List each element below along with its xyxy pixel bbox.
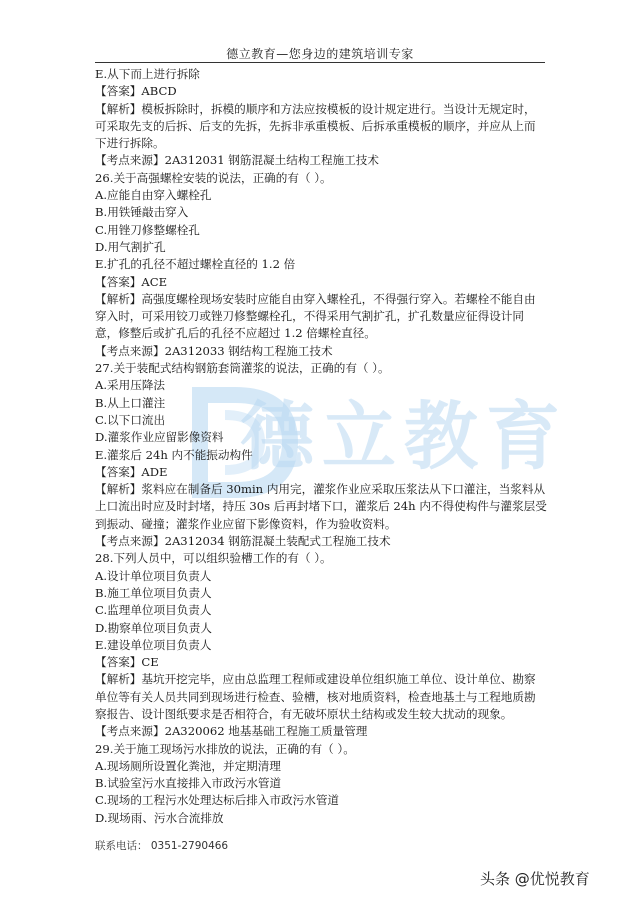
source-line: 【考点来源】2A312034 钢筋混凝土装配式工程施工技术 [95,534,391,549]
option-line: A.采用压降法 [95,378,166,393]
option-line: D.勘察单位项目负责人 [95,620,212,635]
option-line: C.现场的工程污水处理达标后排入市政污水管道 [95,793,340,808]
source-line: 【考点来源】2A320062 地基基础工程施工质量管理 [95,724,368,739]
option-line: D.用气割扩孔 [95,239,166,254]
answer-line: 【答案】CE [95,655,159,670]
answer-line: 【答案】ADE [95,464,168,479]
option-line: A.应能自由穿入螺栓孔 [95,188,212,203]
answer-line: 【答案】ABCD [95,84,177,99]
analysis-paragraph: 【解析】高强度螺栓现场安装时应能自由穿入螺栓孔，不得强行穿入。若螺栓不能自由穿入时，可采用铰刀或锉刀修整螺栓孔，不得采用气割扩孔，扩孔数量应征得设计同意，修整后或扩孔后的孔径不应超过 1.2 倍螺栓直径。 [95,291,536,341]
source-line: 【考点来源】2A312033 钢结构工程施工技术 [95,343,333,358]
question-line: 28.下列人员中，可以组织验槽工作的有（ ）。 [95,551,332,566]
option-line: B.从上口灌注 [95,395,166,410]
analysis-paragraph: 【解析】浆料应在制备后 30min 内用完，灌浆作业应采取压浆法从下口灌注，当浆料从上口流出时应及时封堵，持压 30s 后再封堵下口，灌浆后 24h 内不得使构件与灌浆层受到振动、碰撞；灌浆作业应留下影像资料，作为验收资料。 [95,482,547,531]
question-line: 26.关于高强螺栓安装的说法，正确的有（ ）。 [95,170,332,185]
header-divider [95,62,545,63]
document-body [95,66,547,827]
option-line: C.以下口流出 [95,412,166,427]
analysis-paragraph: 【解析】基坑开挖完毕，应由总监理工程师或建设单位组织施工单位、设计单位、勘察单位等有关人员共同到现场进行检查、验槽，核对地质资料，检查地基土与工程地质勘察报告、设计图纸要求是否相符合，有无破坏原状土结构或发生较大扰动的现象。 [95,672,536,721]
option-line: D.灌浆作业应留影像资料 [95,430,224,445]
option-line: A.现场厕所设置化粪池，并定期清理 [95,758,281,773]
option-line: E.灌浆后 24h 内不能振动构件 [95,447,253,462]
option-line: B.试验室污水直接排入市政污水管道 [95,776,282,791]
option-line: B.用铁锤敲击穿入 [95,205,189,220]
option-line: E.扩孔的孔径不超过螺栓直径的 1.2 倍 [95,257,296,272]
question-line: 29.关于施工现场污水排放的说法，正确的有（ ）。 [95,741,355,756]
text-line: E.从下而上进行拆除 [95,67,200,81]
option-line: E.建设单位项目负责人 [95,637,212,652]
option-line: A.设计单位项目负责人 [95,568,212,583]
source-credit: 头条 @优悦教育 [480,870,590,888]
option-line: C.用锉刀修整螺栓孔 [95,222,200,237]
option-line: C.监理单位项目负责人 [95,603,212,618]
footer-phone: 联系电话： 0351-2790466 [95,840,229,852]
question-line: 27.关于装配式结构钢筋套筒灌浆的说法，正确的有（ ）。 [95,361,390,376]
page-header: 德立教育—您身边的建筑培训专家 [226,47,414,61]
watermark-text: 德立教育 [240,394,568,480]
answer-line: 【答案】ACE [95,274,168,289]
source-line: 【考点来源】2A312031 钢筋混凝土结构工程施工技术 [95,153,379,168]
analysis-paragraph: 【解析】模板拆除时，拆模的顺序和方法应按模板的设计规定进行。当设计无规定时，可采取先支的后拆、后支的先拆，先拆非承重模板、后拆承重模板的顺序，并应从上而下进行拆除。 [95,101,536,151]
option-line: B.施工单位项目负责人 [95,585,212,600]
option-line: D.现场雨、污水合流排放 [95,810,224,825]
